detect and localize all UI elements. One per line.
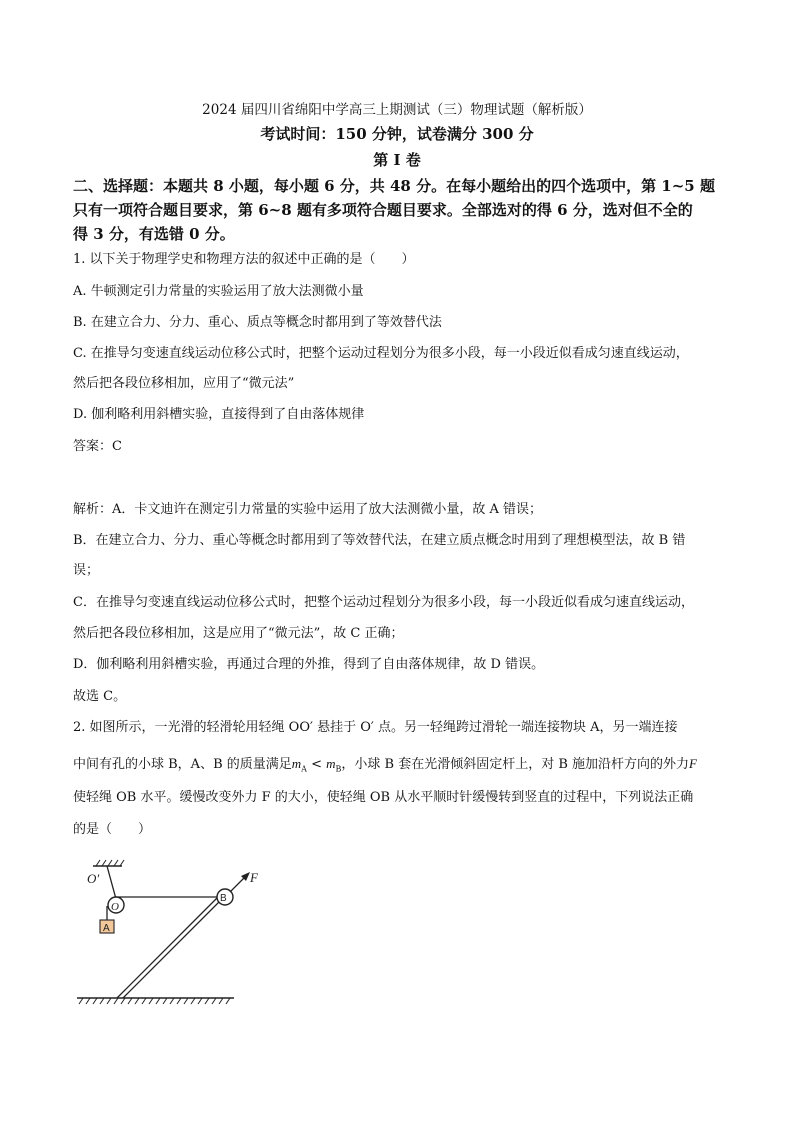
question-1-option-b: B. 在建立合力、分力、重心、质点等概念时都用到了等效替代法 — [73, 315, 442, 330]
math-m: m — [326, 756, 336, 771]
inclined-rod-edge — [123, 891, 230, 998]
question-1-option-a: A. 牛顿测定引力常量的实验运用了放大法测微小量 — [73, 284, 364, 299]
analysis-line: B．在建立合力、分力、重心等概念时都用到了等效替代法，在建立质点概念时用到了理想模型法，故 B 错 — [73, 533, 686, 548]
math-f: F — [689, 756, 697, 771]
rope-oo-prime — [107, 866, 116, 899]
section-line: 得 3 分，有选错 0 分。 — [73, 225, 235, 243]
document-title: 2024 届四川省绵阳中学高三上期测试（三）物理试题（解析版） — [202, 102, 592, 118]
text-run: 中间有孔的小球 B，A、B 的质量满足 — [73, 757, 292, 772]
question-1-option-c-cont: 然后把各段位移相加，应用了“微元法” — [73, 376, 295, 391]
inclined-rod — [117, 891, 224, 998]
math-sub: A — [301, 764, 307, 774]
label-a: A — [103, 923, 110, 934]
question-1-option-c: C. 在推导匀变速直线运动位移公式时，把整个运动过程划分为很多小段，每一小段近似看成匀速直线运动， — [73, 346, 689, 361]
question-2-stem: 2. 如图所示，一光滑的轻滑轮用轻绳 OO′ 悬挂于 O′ 点。另一轻绳跨过滑轮一端连接物块 A，另一端连接 — [73, 720, 678, 735]
math-sub: B — [335, 764, 342, 774]
ceiling-support — [93, 860, 124, 866]
question-2-stem-cont: 使轻绳 OB 水平。缓慢改变外力 F 的大小，使轻绳 OB 从水平顺时针缓慢转到竖直的过程中，下列说法正确 — [73, 790, 694, 805]
text-run: ，小球 B 套在光滑倾斜固定杆上，对 B 施加沿杆方向的外力 — [341, 757, 690, 772]
math-lt: < — [306, 757, 327, 772]
volume-heading: 第 I 卷 — [373, 151, 421, 169]
analysis-line: 误； — [73, 563, 100, 578]
analysis-line: 故选 C。 — [73, 689, 127, 704]
question-1-answer: 答案：C — [73, 439, 122, 454]
analysis-line: 解析：A．卡文迪许在测定引力常量的实验中运用了放大法测微小量，故 A 错误； — [73, 502, 543, 517]
math-m: m — [291, 756, 302, 771]
exam-info: 考试时间：150 分钟，试卷满分 300 分 — [260, 125, 534, 143]
label-f: F — [250, 870, 258, 885]
analysis-line: C．在推导匀变速直线运动位移公式时，把整个运动过程划分为很多小段，每一小段近似看成匀速直线运动， — [73, 595, 694, 610]
ground-support — [77, 998, 234, 1004]
label-o: O — [111, 901, 119, 913]
analysis-line: 然后把各段位移相加，这是应用了“微元法”，故 C 正确； — [73, 626, 404, 641]
label-b: B — [220, 893, 227, 904]
question-1-stem: 1. 以下关于物理学史和物理方法的叙述中正确的是（ ） — [73, 252, 415, 267]
section-line: 只有一项符合题目要求，第 6~8 题有多项符合题目要求。全部选对的得 6 分，选对但不全的 — [73, 201, 693, 219]
question-2-stem-cont: 的是（ ） — [73, 822, 152, 837]
label-o-prime: O′ — [87, 871, 100, 886]
analysis-line: D．伽利略利用斜槽实验，再通过合理的外推，得到了自由落体规律，故 D 错误。 — [73, 657, 545, 672]
section-line: 二、选择题：本题共 8 小题，每小题 6 分，共 48 分。在每小题给出的四个选项中，第 1~5 题 — [73, 177, 715, 195]
question-1-option-d: D. 伽利略利用斜槽实验，直接得到了自由落体规律 — [73, 407, 365, 422]
